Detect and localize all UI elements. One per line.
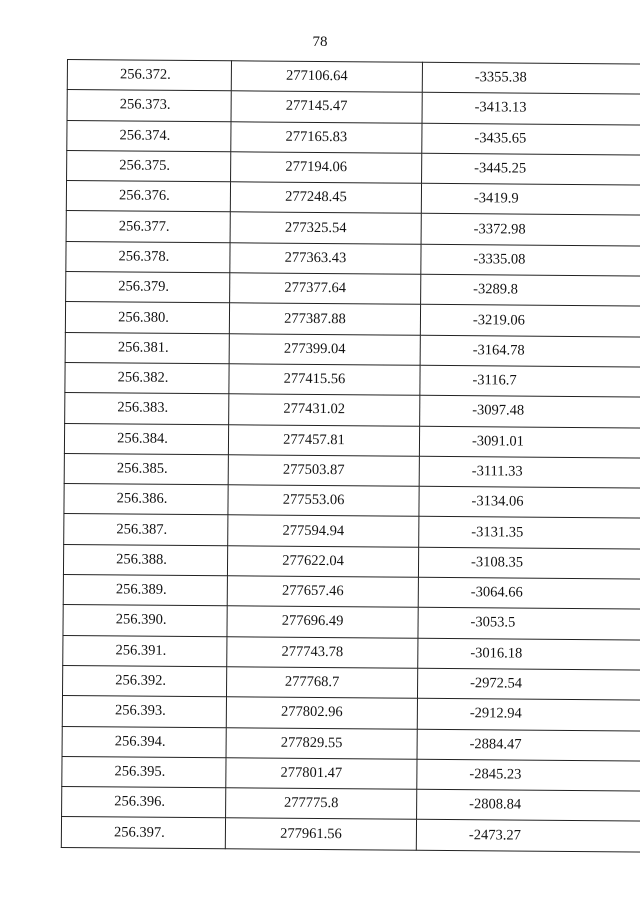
x-coordinate-cell: 277325.54: [230, 212, 421, 244]
x-coordinate-cell: 277457.81: [228, 424, 419, 456]
x-coordinate-cell: 277961.56: [225, 818, 416, 850]
table-row: [63, 635, 640, 670]
point-number-cell: 256.386.: [64, 484, 228, 516]
point-number-cell: 256.376.: [66, 181, 230, 213]
point-number-cell: 256.378.: [66, 241, 230, 273]
table-row: [67, 120, 640, 155]
x-coordinate-cell: 277801.47: [226, 758, 417, 790]
x-coordinate-cell: 277145.47: [231, 91, 422, 123]
x-coordinate-cell: 277802.96: [226, 697, 417, 729]
point-number-cell: 256.384.: [64, 423, 228, 455]
table-row: [63, 575, 640, 610]
table-row: [64, 514, 640, 549]
x-coordinate-cell: 277377.64: [230, 273, 421, 305]
table-row: [67, 90, 640, 125]
x-coordinate-cell: 277106.64: [231, 61, 422, 93]
point-number-cell: 256.390.: [63, 605, 227, 637]
table-row: [66, 211, 640, 246]
x-coordinate-cell: 277165.83: [231, 121, 422, 153]
point-number-cell: 256.381.: [65, 332, 229, 364]
point-number-cell: 256.393.: [62, 696, 226, 728]
point-number-cell: 256.394.: [62, 726, 226, 758]
table-row: [65, 393, 640, 428]
y-coordinate-cell: -2884.47: [417, 729, 640, 761]
point-number-cell: 256.373.: [67, 90, 231, 122]
point-number-cell: 256.395.: [62, 756, 226, 788]
y-coordinate-cell: -3097.48: [420, 396, 640, 428]
y-coordinate-cell: -3108.35: [418, 547, 640, 579]
y-coordinate-cell: -3335.08: [421, 244, 640, 276]
table-row: [64, 423, 640, 458]
page-number: 78: [312, 34, 328, 50]
x-coordinate-cell: 277399.04: [229, 333, 420, 365]
table-body: [61, 60, 640, 852]
y-coordinate-cell: -3435.65: [422, 123, 640, 155]
x-coordinate-cell: 277431.02: [229, 394, 420, 426]
x-coordinate-cell: 277594.94: [228, 515, 419, 547]
table-row: [62, 726, 640, 761]
table-row: [62, 787, 640, 822]
y-coordinate-cell: -3289.8: [421, 274, 640, 306]
point-number-cell: 256.397.: [61, 817, 225, 849]
table-row: [62, 696, 640, 731]
y-coordinate-cell: -2972.54: [417, 668, 640, 700]
y-coordinate-cell: -3116.7: [420, 365, 640, 397]
table-row: [65, 362, 640, 397]
point-number-cell: 256.396.: [62, 787, 226, 819]
x-coordinate-cell: 277248.45: [230, 182, 421, 214]
y-coordinate-cell: -3131.35: [419, 517, 640, 549]
y-coordinate-cell: -3091.01: [419, 426, 640, 458]
y-coordinate-cell: -3419.9: [421, 183, 640, 215]
y-coordinate-cell: -3219.06: [420, 305, 640, 337]
point-number-cell: 256.379.: [66, 272, 230, 304]
y-coordinate-cell: -3164.78: [420, 335, 640, 367]
x-coordinate-cell: 277363.43: [230, 243, 421, 275]
table-row: [66, 181, 640, 216]
y-coordinate-cell: -3111.33: [419, 456, 640, 488]
y-coordinate-cell: -3134.06: [419, 486, 640, 518]
x-coordinate-cell: 277829.55: [226, 727, 417, 759]
table-row: [62, 756, 640, 791]
x-coordinate-cell: 277503.87: [228, 455, 419, 487]
x-coordinate-cell: 277657.46: [227, 576, 418, 608]
point-number-cell: 256.387.: [64, 514, 228, 546]
point-number-cell: 256.391.: [63, 635, 227, 667]
x-coordinate-cell: 277775.8: [226, 788, 417, 820]
point-number-cell: 256.383.: [65, 393, 229, 425]
y-coordinate-cell: -2845.23: [417, 759, 640, 791]
y-coordinate-cell: -3016.18: [418, 638, 640, 670]
point-number-cell: 256.382.: [65, 362, 229, 394]
table-row: [64, 484, 640, 519]
x-coordinate-cell: 277622.04: [227, 546, 418, 578]
table-row: [62, 665, 640, 700]
table-row: [64, 453, 640, 488]
point-number-cell: 256.388.: [63, 544, 227, 576]
point-number-cell: 256.380.: [65, 302, 229, 334]
point-number-cell: 256.377.: [66, 211, 230, 243]
coordinate-table: [61, 59, 640, 852]
point-number-cell: 256.385.: [64, 453, 228, 485]
y-coordinate-cell: -2912.94: [417, 699, 640, 731]
table-row: [65, 332, 640, 367]
point-number-cell: 256.389.: [63, 575, 227, 607]
y-coordinate-cell: -3413.13: [422, 93, 640, 125]
point-number-cell: 256.374.: [67, 120, 231, 152]
table-row: [67, 60, 640, 95]
x-coordinate-cell: 277553.06: [228, 485, 419, 517]
y-coordinate-cell: -3372.98: [421, 214, 640, 246]
y-coordinate-cell: -2808.84: [417, 789, 640, 821]
y-coordinate-cell: -3355.38: [422, 62, 640, 94]
table-row: [61, 817, 640, 852]
x-coordinate-cell: 277768.7: [226, 667, 417, 699]
point-number-cell: 256.392.: [62, 665, 226, 697]
table-row: [65, 302, 640, 337]
table-row: [63, 605, 640, 640]
y-coordinate-cell: -2473.27: [416, 820, 640, 852]
table-row: [63, 544, 640, 579]
y-coordinate-cell: -3053.5: [418, 608, 640, 640]
coordinate-table-wrapper: [61, 59, 577, 852]
table-row: [67, 150, 640, 185]
x-coordinate-cell: 277696.49: [227, 606, 418, 638]
x-coordinate-cell: 277743.78: [227, 636, 418, 668]
x-coordinate-cell: 277415.56: [229, 364, 420, 396]
x-coordinate-cell: 277387.88: [229, 303, 420, 335]
point-number-cell: 256.375.: [67, 150, 231, 182]
y-coordinate-cell: -3445.25: [422, 153, 640, 185]
table-row: [66, 241, 640, 276]
point-number-cell: 256.372.: [67, 60, 231, 92]
x-coordinate-cell: 277194.06: [231, 152, 422, 184]
y-coordinate-cell: -3064.66: [418, 577, 640, 609]
table-row: [66, 272, 640, 307]
